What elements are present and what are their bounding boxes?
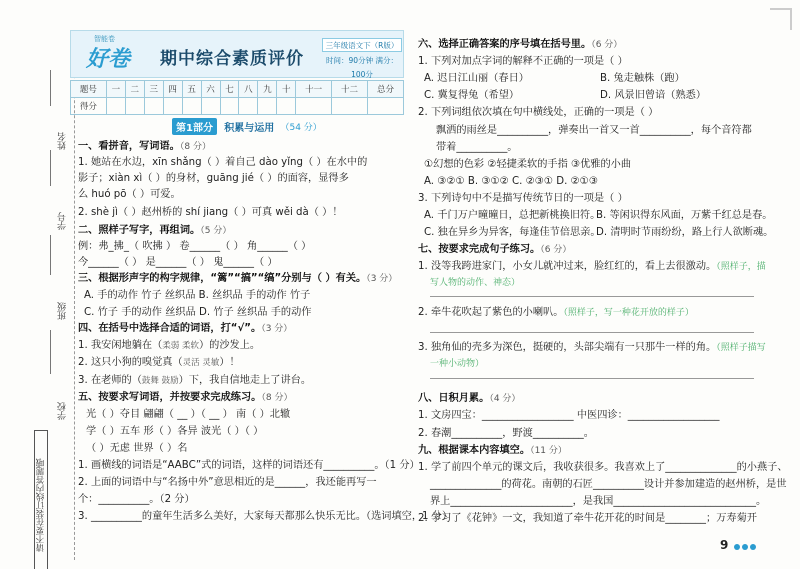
score-header-cell: 九 [258,81,277,98]
binding-class-label: 班级 [58,302,68,320]
page-dots-decoration [734,542,762,550]
s7-q1-answer-line[interactable] [430,296,754,297]
s4-q2-text: 2. 这只小狗的嗅觉真（ [78,357,183,368]
logo-small-text: 智能卷 [94,35,115,43]
s5-line-2: 学（ ）五车 形（ ）各异 波光（ ）（ ） [86,426,264,437]
s6-q2-text-2: 带着__________。 [436,142,518,153]
s4-q2 [78,356,240,370]
logo-big-text: 好卷 [86,46,131,72]
binding-student-no-label: 学号 [58,212,68,230]
part-badge: 第1部分 [172,118,217,135]
score-header-cell: 七 [220,81,239,98]
section-points: （4 分） [489,394,521,404]
s4-q3 [78,374,311,388]
section-1-heading [78,140,211,154]
s6-q3-option-d[interactable]: D. 清明时节雨纷纷，路上行人欲断魂。 [596,227,774,238]
s6-question-1: 1. 下列对加点字词的解释不正确的一项是（ ） [418,56,628,67]
section-4-heading [78,322,292,336]
page-title: 期中综合素质评价 [160,49,304,69]
s4-q2-tail: ）！ [219,357,240,368]
s4-q3-text: 3. 在老师的（ [78,375,142,386]
section-title: 九、根据课本内容填空。 [418,445,531,456]
score-cell[interactable] [239,98,258,115]
grade-label: 三年级语文下（R版） [322,38,402,52]
s5-line-3: （ ）无虑 世界（ ）名 [86,443,188,454]
s5-line-1: 光（ ）夺目 翩翩（ __ ）（ __ ） 南（ ）北辙 [86,409,291,420]
binding-dashed-line [74,40,75,560]
binding-note: 请不要在装订线内答题哦 [34,430,48,569]
section-title: 四、在括号中选择合适的词语，打“√”。 [78,323,262,334]
binding-name-label: 姓名 [58,132,68,150]
score-cell[interactable] [182,98,201,115]
logo [74,32,138,76]
score-header-cell: 十二 [332,81,368,98]
s7-q3-hint: （照样子描写 [716,343,766,353]
part-points: （54 分） [280,123,322,133]
s7-q3-hint-2: 一种小动物） [430,359,485,369]
score-header-cell: 六 [201,81,220,98]
s6-question-3: 3. 下列诗句中不是描写传统节日的一项是（ ） [418,193,628,204]
s1-line-1: 1. 她站在水边，xīn shǎng（ ）着自己 dào yǐng（ ）在水中的 [78,157,368,168]
section-points: （6 分） [591,40,623,50]
s6-q3-option-b[interactable]: B. 等闲识得东风面，万紫千红总是春。 [596,210,773,221]
score-cell[interactable] [332,98,368,115]
score-table-score-row [71,98,404,115]
time-score-label [322,54,402,79]
part-banner [172,118,322,134]
score-cell[interactable] [368,98,404,115]
score-cell[interactable] [220,98,239,115]
s3-options-cd: C. 竹子 手的动作 丝织品 D. 竹子 丝织品 手的动作 [84,307,312,318]
s6-q2-options[interactable]: A. ③②① B. ③①② C. ②③① D. ②①③ [424,176,598,187]
score-cell[interactable] [258,98,277,115]
section-points: （11 分） [530,446,567,456]
s1-line-4: 2. shè jì（ ）赵州桥的 shí jiang（ ）可真 wěi dà（ ）！ [78,207,343,218]
s9-question-1: 1. 学了前四个单元的课文后，我收获很多。我喜欢上了______________的小燕子、 [418,462,788,473]
s8-line-2: 2. 春潮__________，野渡__________。 [418,428,594,439]
s7-q1-hint: （照样子，描 [716,262,766,272]
s4-q1-choices[interactable]: 柔弱 柔软 [162,341,199,351]
school-underline[interactable] [50,330,51,374]
s6-q3-option-a[interactable]: A. 千门万户曈曈日，总把新桃换旧符。 [424,210,601,221]
section-points: （3 分） [261,324,293,334]
section-title: 三、根据形声字的构字规律，“篱”“搞”“缟”分别与（ ）有关。 [78,273,367,284]
s6-q2-text: 飘洒的雨丝是__________，弹奏出一首又一首__________，每个音符都 [436,125,752,136]
section-points: （6 分） [540,245,572,255]
s1-line-3: 么 huó pō（ ）可爱。 [78,189,181,200]
student-no-underline[interactable] [50,150,51,186]
s7-q1-hint-2: 写人物的动作、神态） [430,278,521,288]
score-header-cell: 三 [144,81,163,98]
score-header-cell: 题号 [71,81,107,98]
score-row-label: 得分 [71,98,107,115]
s4-q3-choices[interactable]: 鼓舞 鼓励 [141,376,179,386]
score-header-cell: 十一 [296,81,332,98]
score-cell[interactable] [201,98,220,115]
score-header-cell: 总分 [368,81,404,98]
s4-q3-tail: ）下，我自信地走上了讲台。 [178,375,312,386]
score-header-cell: 四 [163,81,182,98]
section-points: （3 分） [366,274,398,284]
section-title: 五、按要求写词语，并按要求完成练习。 [78,392,262,403]
score-cell[interactable] [296,98,332,115]
s9-question-1c: 界上________________________，是我国____________________________。 [430,496,767,507]
name-underline[interactable] [50,70,51,106]
section-3-heading [78,272,397,286]
s7-question-3 [418,341,766,355]
score-header-cell: 五 [182,81,201,98]
section-9-heading [418,444,567,458]
score-header-cell: 八 [239,81,258,98]
section-8-heading [418,392,520,406]
s7-q3-answer-line[interactable] [430,378,754,379]
full-score-label: 满分：100分 [351,56,398,79]
section-points: （8 分） [261,393,293,403]
section-title: 八、日积月累。 [418,393,490,404]
s6-q1-option-a[interactable]: A. 迟日江山丽（春日） [424,73,529,84]
s7-q2-hint: （照样子，写一种花开放的样子） [563,308,694,318]
s4-q2-choices[interactable]: 灵活 灵敏 [182,358,220,368]
score-table-header-row [71,81,404,98]
section-2-heading [78,224,231,238]
s8-line-1: 1. 文房四宝：__________________ 中医四诊：__________________ [418,410,720,421]
score-cell[interactable] [163,98,182,115]
s6-q1-option-b[interactable]: B. 兔走触株（跑） [600,73,685,84]
score-table [70,80,404,115]
section-points: （5 分） [200,226,232,236]
s3-options-ab: A. 手的动作 竹子 丝织品 B. 丝织品 手的动作 竹子 [84,290,311,301]
s7-q1-text: 1. 没等我跨进家门，小女儿就冲过来，脸红红的，看上去很激动。 [418,261,717,272]
section-title: 二、照样子写字，再组词。 [78,225,201,236]
s2-line-2: 今______（ ） 是______（ ） 鬼______（ ） [78,257,278,268]
s5-question-2: 2. 上面的词语中与“名扬中外”意思相近的是______，我还能再写一 [78,477,377,488]
s4-q1 [78,339,260,353]
section-title: 一、看拼音，写词语。 [78,141,180,152]
binding-school-label: 学校 [58,402,68,420]
s7-q2-answer-line[interactable] [430,332,754,333]
s7-q2-text: 2. 牵牛花吹起了紫色的小喇叭。 [418,307,564,318]
s7-q3-text: 3. 独角仙的壳多为深色，挺硬的，头部尖端有一只那牛一样的角。 [418,342,717,353]
section-title: 六、选择正确答案的序号填在括号里。 [418,39,592,50]
s6-question-2: 2. 下列词组依次填在句中横线处，正确的一项是（ ） [418,107,659,118]
s6-q3-option-c[interactable]: C. 独在异乡为异客，每逢佳节倍思亲。 [424,227,601,238]
score-header-cell: 一 [106,81,125,98]
s6-q1-option-d[interactable]: D. 风景旧曾谙（熟悉） [600,90,707,101]
s1-line-2: 影子；xiàn xì（ ）的身材，guāng jié（ ）的面容，显得多 [78,173,349,184]
section-5-heading [78,391,292,405]
s7-question-2 [418,306,694,320]
s6-q1-option-c[interactable]: C. 冀复得兔（希望） [424,90,520,101]
section-points: （8 分） [179,142,211,152]
exam-meta [322,38,402,79]
s5-question-3: 3. __________的童年生活多么美好，大家每天都那么快乐无比。（选词填空，1 分） [78,511,453,522]
score-cell[interactable] [277,98,296,115]
section-title: 七、按要求完成句子练习。 [418,244,541,255]
s9-question-1b: ______________的荷花。南朝的石匠__________设计并参加建造的赵州桥，是世 [430,479,787,490]
section-7-heading [418,243,571,257]
s9-question-2: 2. 学习了《花钟》一文，我知道了牵牛花开花的时间是________；万寿菊开 [418,513,757,524]
score-header-cell: 十 [277,81,296,98]
s4-q1-text: 1. 我安闲地躺在（ [78,340,163,351]
score-header-cell: 二 [125,81,144,98]
s7-question-1 [418,260,766,274]
page-corner [770,8,792,30]
page-number: 9 [720,538,729,552]
part-name: 积累与运用 [224,123,275,134]
section-6-heading [418,38,622,52]
s5-question-1: 1. 画横线的词语是“AABC”式的词语，这样的词语还有__________。（1 分） [78,460,420,471]
score-cell[interactable] [144,98,163,115]
s2-line-1: 例：弗_拂_（ 吹拂 ） 卷______（ ） 角______（ ） [78,241,312,252]
score-cell[interactable] [125,98,144,115]
class-underline[interactable] [50,235,51,275]
s6-q2-phrases: ①幻想的色彩 ②轻捷柔软的手指 ③优雅的小曲 [424,159,632,170]
time-label: 时间：90分钟 [326,56,374,65]
s5-question-2b: 个：__________。（2 分） [78,494,195,505]
s4-q1-tail: ）的沙发上。 [198,340,261,351]
score-cell[interactable] [106,98,125,115]
binding-strip [30,40,82,560]
